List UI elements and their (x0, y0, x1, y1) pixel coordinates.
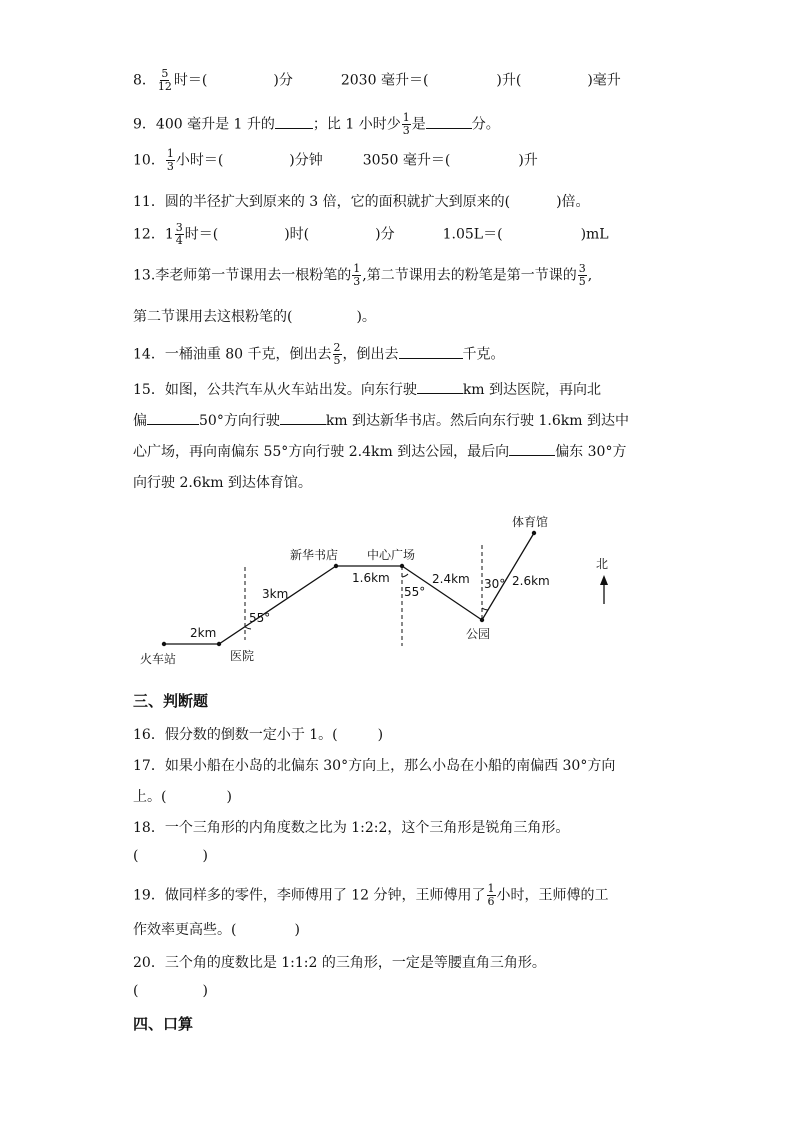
q9-text-1: 9．400 毫升是 1 升的 (133, 116, 275, 133)
q9-frac-numerator: 1 (402, 111, 410, 124)
q8-text-1: 时＝( (173, 72, 208, 89)
question-8 (133, 68, 621, 93)
question-15-line-3 (133, 441, 626, 461)
q10-text-4: )升 (518, 152, 538, 169)
angle-arc-hospital (245, 627, 251, 629)
q19-text-2: 小时，王师傅的工 (496, 887, 609, 904)
point-station (162, 642, 166, 646)
q15-text-4: 50°方向行驶 (199, 413, 280, 429)
q8-text-2: )分 (273, 72, 293, 89)
q18-text-3: ) (202, 848, 208, 864)
question-15-line-2 (133, 410, 629, 430)
q15-text-5: km 到达新华书店。然后向东行驶 1.6km 到达中 (325, 413, 629, 429)
q13-frac1-numerator: 1 (353, 262, 361, 275)
point-park (480, 618, 484, 622)
q10-text-1: 小时＝( (175, 152, 224, 169)
q15-blank-3[interactable] (280, 412, 326, 425)
q9-fraction (402, 112, 411, 137)
question-19-line-2 (133, 919, 300, 939)
q19-text-3: 作效率更高些。( (133, 922, 237, 938)
q13-text-3: , (587, 267, 593, 284)
label-distance-2-4km: 2.4km (432, 572, 470, 586)
label-distance-1-6km: 1.6km (352, 571, 390, 585)
question-16 (133, 724, 383, 744)
q14-text-3: 千克。 (462, 346, 505, 363)
q10-number: 10． (133, 152, 165, 169)
q16-text-1: 16．假分数的倒数一定小于 1。( (133, 727, 338, 743)
q18-text-2: ( (133, 848, 139, 864)
q8-number: 8． (133, 72, 156, 89)
q9-text-4: 分。 (471, 116, 500, 133)
q12-frac-denominator: 4 (175, 234, 183, 247)
q20-text-2: ( (133, 983, 139, 999)
point-plaza (400, 564, 404, 568)
label-angle-plaza: 55° (404, 585, 426, 599)
q8-frac-denominator: 12 (157, 80, 172, 93)
q15-blank-1[interactable] (417, 381, 463, 394)
q12-text-3: )分 (375, 226, 395, 243)
q8-text-3: 2030 毫升＝( (340, 72, 429, 89)
point-bookstore (334, 564, 338, 568)
q15-text-2: km 到达医院，再向北 (462, 382, 602, 398)
q9-frac-denominator: 3 (402, 124, 410, 137)
q9-blank-2[interactable] (426, 116, 472, 129)
question-17-line-1 (133, 755, 615, 775)
q16-text-2: ) (377, 727, 384, 743)
q9-text-3: 是 (411, 116, 426, 133)
q13-fraction-1 (352, 263, 361, 288)
q12-text-4: 1.05L＝( (442, 226, 503, 243)
label-angle-hospital: 55° (249, 611, 271, 625)
q13-fraction-2 (578, 263, 587, 288)
q12-text-2: )时( (284, 226, 310, 243)
question-18-line-1 (133, 817, 569, 837)
q19-text-1: 19．做同样多的零件，李师傅用了 12 分钟，王师傅用了 (133, 887, 486, 904)
q18-text-1: 18．一个三角形的内角度数之比为 1:2:2，这个三角形是锐角三角形。 (133, 820, 570, 836)
label-distance-2-6km: 2.6km (512, 574, 550, 588)
q15-text-1: 15．如图，公共汽车从火车站出发。向东行驶 (133, 382, 417, 398)
question-19-line-1 (133, 883, 609, 908)
question-17-line-2 (133, 786, 232, 806)
q12-text-5: )mL (580, 226, 609, 243)
question-12 (133, 222, 609, 247)
q9-text-2: ；比 1 小时少 (312, 116, 401, 133)
north-arrow-icon (600, 575, 608, 585)
q15-text-6: 心广场，再向南偏东 55°方向行驶 2.4km 到达公园，最后向 (133, 444, 510, 460)
q15-text-3: 偏 (133, 413, 147, 429)
label-distance-2km: 2km (190, 626, 217, 640)
q20-text-3: ) (202, 983, 208, 999)
label-station: 火车站 (140, 652, 177, 666)
q20-text-1: 20．三个角的度数比是 1:1:2 的三角形，一定是等腰直角三角形。 (133, 955, 546, 971)
label-park: 公园 (466, 627, 491, 641)
angle-arc-plaza (402, 574, 408, 577)
angle-arc-park (482, 608, 488, 610)
question-20-line-2 (133, 983, 208, 999)
q14-text-2: ，倒出去 (342, 346, 399, 363)
q10-frac-denominator: 3 (166, 160, 174, 173)
q9-blank-1[interactable] (275, 116, 313, 129)
q13-text-4: 第二节课用去这根粉笔的( (133, 309, 293, 325)
section-4-title: 四、口算 (133, 1015, 194, 1033)
q8-frac-numerator: 5 (161, 67, 169, 80)
q14-blank[interactable] (399, 346, 463, 359)
q10-text-2: )分钟 (289, 152, 323, 169)
question-10 (133, 148, 538, 173)
q13-frac2-numerator: 3 (578, 262, 586, 275)
q19-fraction (487, 883, 496, 908)
q8-text-5: )毫升 (587, 72, 621, 89)
question-18-line-2 (133, 848, 208, 864)
q8-fraction (157, 68, 173, 93)
route-map (0, 505, 794, 675)
label-angle-park: 30° (484, 577, 506, 591)
label-hospital: 医院 (230, 649, 255, 663)
q14-text-1: 14．一桶油重 80 千克，倒出去 (133, 346, 332, 363)
q15-blank-2[interactable] (147, 412, 199, 425)
question-20-line-1 (133, 952, 546, 972)
question-11 (133, 191, 590, 211)
q17-text-3: ) (226, 789, 232, 805)
q14-fraction (333, 342, 342, 367)
q13-frac1-denominator: 3 (353, 275, 361, 288)
q13-text-1: 13.李老师第一节课用去一根粉笔的 (133, 267, 352, 284)
label-plaza: 中心广场 (367, 548, 416, 562)
q14-frac-numerator: 2 (333, 341, 341, 354)
q11-text-1: 11．圆的半径扩大到原来的 3 倍，它的面积就扩大到原来的( (133, 194, 511, 210)
q11-text-2: )倍。 (556, 194, 590, 210)
point-hospital (217, 642, 221, 646)
q10-frac-numerator: 1 (166, 147, 174, 160)
question-9 (133, 112, 500, 137)
q15-blank-4[interactable] (509, 443, 555, 456)
q13-text-5: )。 (356, 309, 376, 325)
label-north: 北 (596, 557, 609, 571)
q12-number: 12． (133, 226, 165, 243)
q12-whole: 1 (164, 226, 174, 243)
q8-text-4: )升( (496, 72, 522, 89)
q13-text-2: ,第二节课用去的粉笔是第一节课的 (362, 267, 577, 284)
section-3-title: 三、判断题 (133, 692, 209, 710)
q15-text-8: 向行驶 2.6km 到达体育馆。 (133, 475, 312, 491)
q10-text-3: 3050 毫升＝( (362, 152, 451, 169)
q15-text-7: 偏东 30°方 (555, 444, 627, 460)
question-13-line-2 (133, 306, 376, 326)
q19-frac-numerator: 1 (487, 882, 495, 895)
q19-text-4: ) (294, 922, 300, 938)
q12-fraction (175, 222, 184, 247)
question-15-line-1 (133, 379, 601, 399)
label-bookstore: 新华书店 (290, 548, 339, 562)
q14-frac-denominator: 5 (333, 354, 341, 367)
q17-text-2: 上。( (133, 789, 167, 805)
point-stadium (532, 531, 536, 535)
q13-frac2-denominator: 5 (578, 275, 586, 288)
question-15-line-4 (133, 472, 312, 492)
label-stadium: 体育馆 (512, 515, 549, 529)
question-13-line-1 (133, 263, 592, 288)
q12-frac-numerator: 3 (175, 221, 183, 234)
q17-text-1: 17．如果小船在小岛的北偏东 30°方向上，那么小岛在小船的南偏西 30°方向 (133, 758, 616, 774)
q10-fraction (166, 148, 175, 173)
q12-text-1: 时＝( (184, 226, 219, 243)
q19-frac-denominator: 6 (487, 895, 495, 908)
question-14 (133, 342, 505, 367)
label-distance-3km: 3km (262, 587, 289, 601)
